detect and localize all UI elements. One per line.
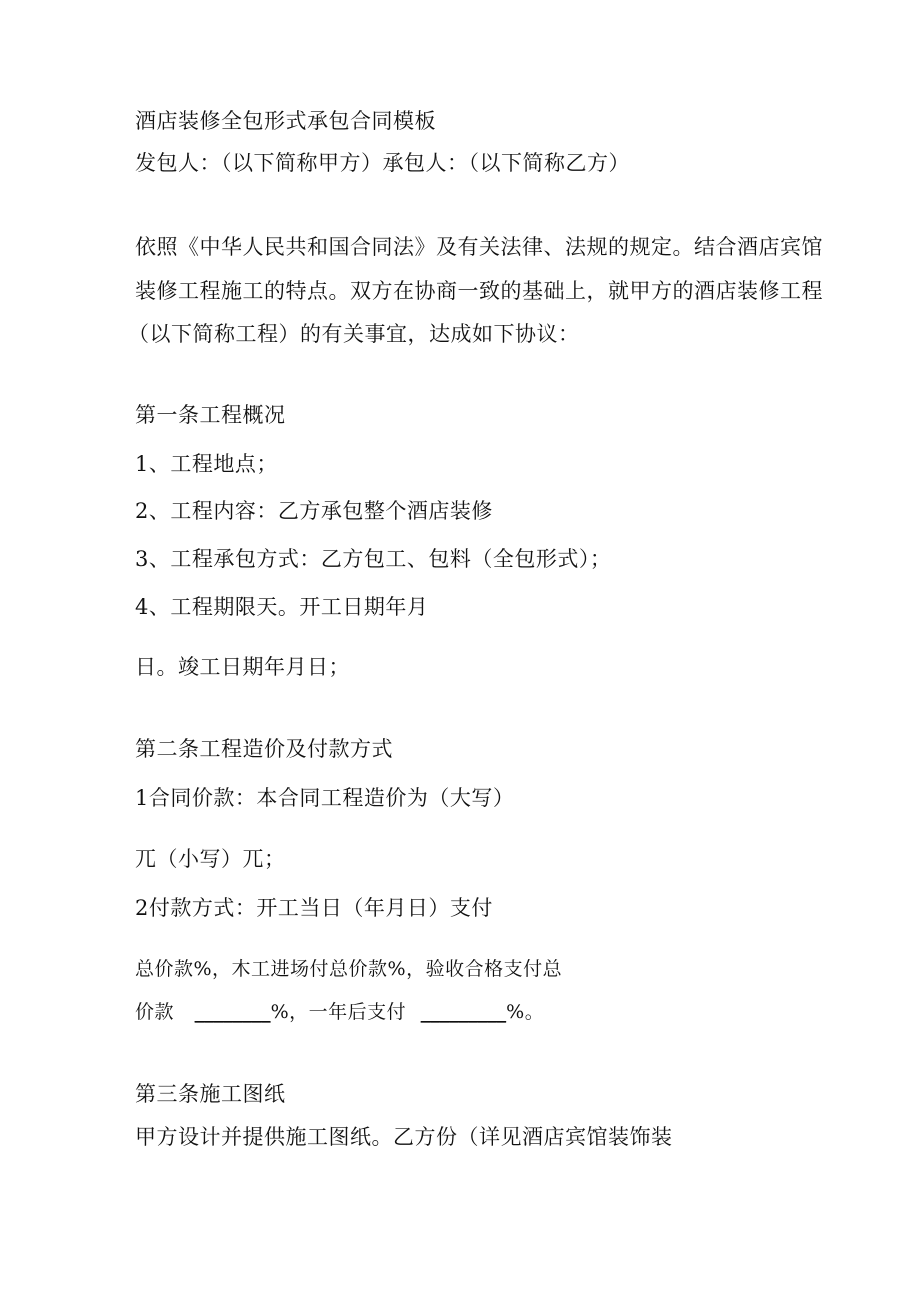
- article1-heading: 第一条工程概况: [135, 403, 286, 427]
- parties-line: 发包人：（以下简称甲方）承包人：（以下简称乙方）: [135, 151, 630, 175]
- article1-item-4: 4、工程期限天。开工日期年月: [135, 595, 429, 619]
- payment-line-2-label: 价款: [135, 1001, 175, 1023]
- article3-body: 甲方设计并提供施工图纸。乙方份（详见酒店宾馆装饰装: [135, 1125, 673, 1149]
- article2-item-1-continued: 兀（小写）兀；: [135, 847, 286, 871]
- article2-item-2: 2付款方式：开工当日（年月日）支付: [135, 896, 493, 920]
- payment-line-2: [135, 999, 544, 1025]
- document-title: 酒店装修全包形式承包合同模板: [135, 109, 436, 133]
- preamble-line-2: 装修工程施工的特点。双方在协商一致的基础上，就甲方的酒店装修工程: [135, 279, 823, 303]
- article1-item-2: 2、工程内容：乙方承包整个酒店装修: [135, 499, 493, 523]
- article1-item-4-continued: 日。竣工日期年月日；: [135, 655, 350, 679]
- article2-item-1: 1合同价款：本合同工程造价为（大写）: [135, 786, 515, 810]
- article3-heading: 第三条施工图纸: [135, 1082, 286, 1106]
- article1-item-3: 3、工程承包方式：乙方包工、包料（全包形式）；: [135, 547, 612, 571]
- payment-blank-2: _________: [420, 1001, 507, 1023]
- payment-line-2-end: %。: [506, 1001, 545, 1023]
- preamble-line-3: （以下简称工程）的有关事宜，达成如下协议：: [128, 322, 580, 346]
- payment-blank-1: ________: [194, 1001, 271, 1023]
- payment-line-2-middle: %，一年后支付: [270, 1001, 407, 1023]
- payment-line-1: 总价款%，木工进场付总价款%，验收合格支付总: [135, 958, 563, 980]
- article2-heading: 第二条工程造价及付款方式: [135, 737, 393, 761]
- preamble-line-1: 依照《中华人民共和国合同法》及有关法律、法规的规定。结合酒店宾馆: [135, 235, 823, 259]
- article1-item-1: 1、工程地点；: [135, 452, 278, 476]
